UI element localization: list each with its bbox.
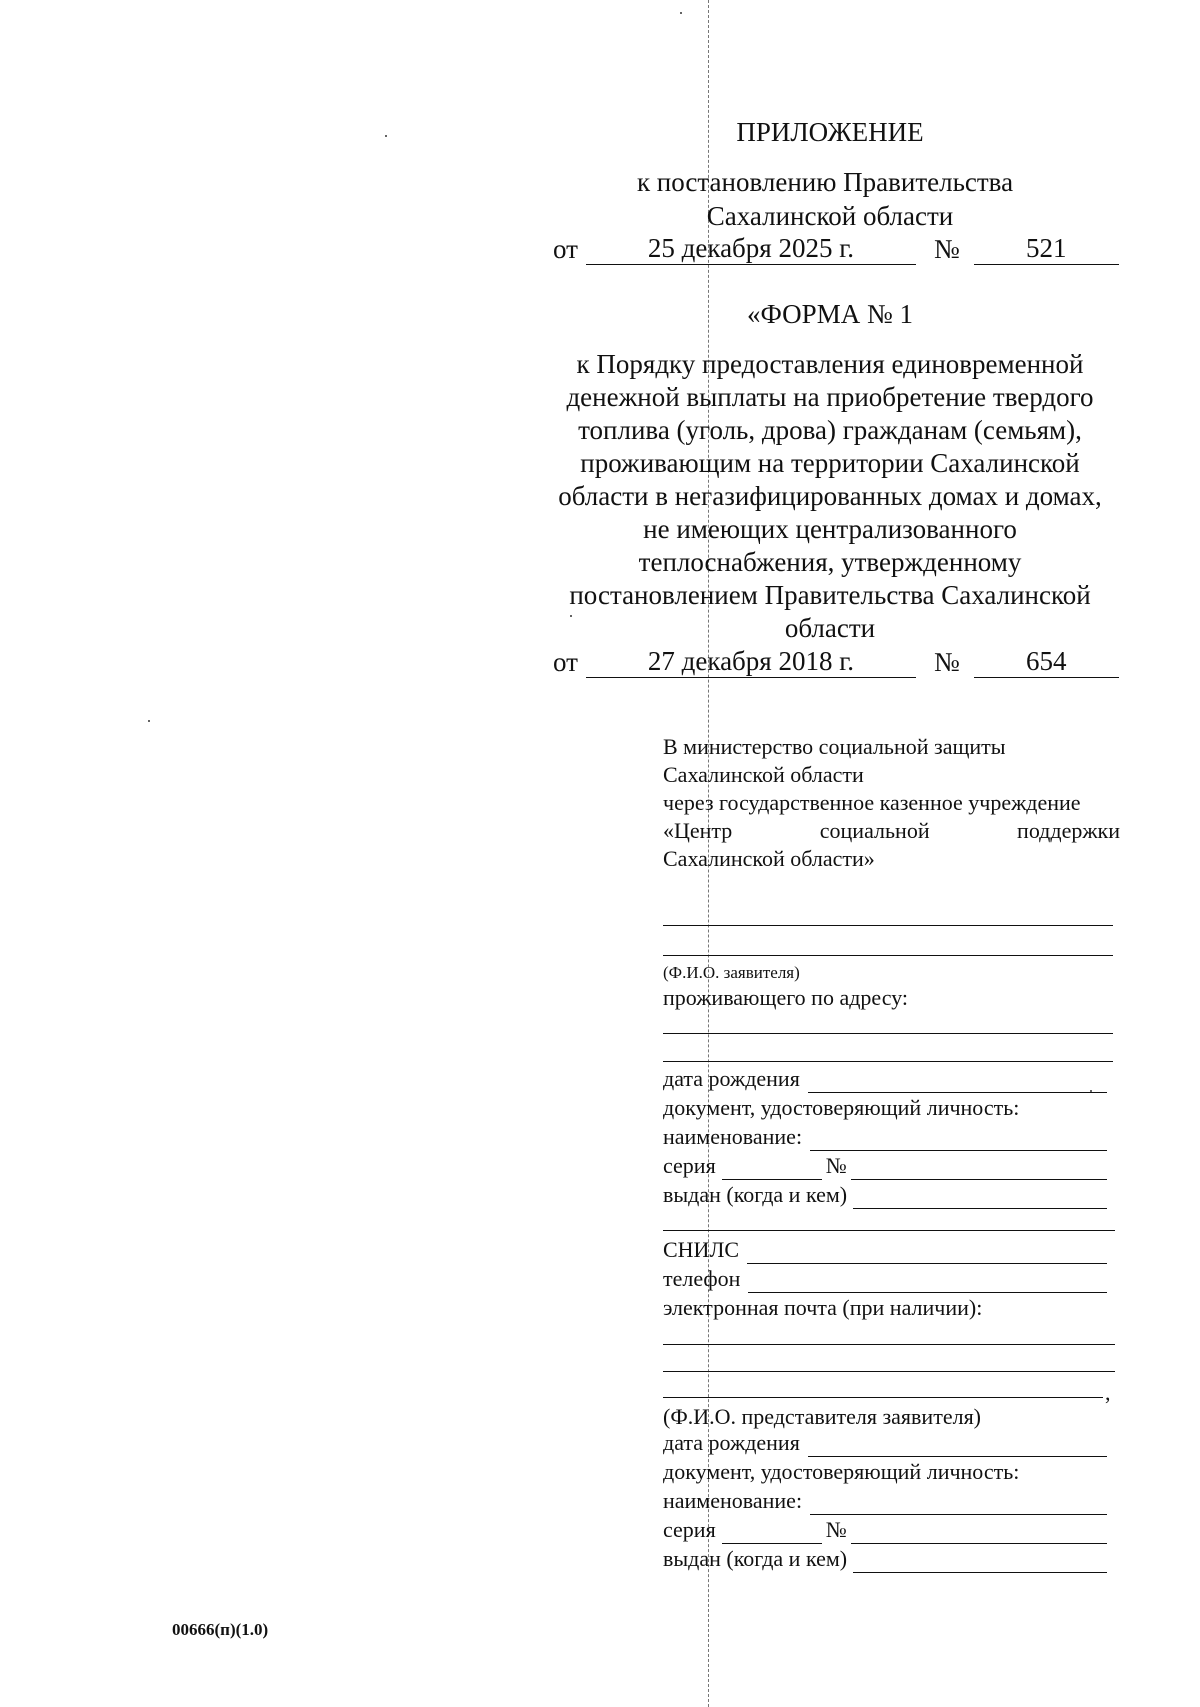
series-field[interactable] bbox=[722, 1159, 822, 1180]
scan-speck bbox=[385, 135, 387, 137]
rep-issued-field[interactable] bbox=[853, 1552, 1107, 1573]
order-date-row bbox=[553, 645, 1119, 678]
rep-doc-name-row bbox=[663, 1487, 1120, 1515]
rep-birth-date-field[interactable] bbox=[808, 1436, 1107, 1457]
address-field[interactable] bbox=[663, 1061, 1113, 1062]
date-prefix: от bbox=[553, 234, 578, 264]
birth-date-label: дата рождения bbox=[663, 1430, 800, 1455]
resolution-date: 25 декабря 2025 г. bbox=[586, 232, 916, 265]
addressee-line-5: Сахалинской области» bbox=[663, 846, 875, 871]
order-line-6: не имеющих централизованного bbox=[643, 514, 1017, 544]
applicant-fio-caption: (Ф.И.О. заявителя) bbox=[663, 963, 800, 982]
email-field[interactable] bbox=[663, 1371, 1115, 1372]
number-sign: № bbox=[825, 1153, 847, 1178]
representative-fio-field[interactable] bbox=[663, 1397, 1103, 1398]
doc-name-label: наименование: bbox=[663, 1488, 803, 1513]
issued-row bbox=[663, 1181, 1120, 1209]
resolution-date-row bbox=[553, 232, 1119, 265]
number-sign: № bbox=[933, 234, 960, 264]
rep-doc-name-field[interactable] bbox=[810, 1494, 1107, 1515]
order-date: 27 декабря 2018 г. bbox=[586, 645, 916, 678]
doc-name-label: наименование: bbox=[663, 1124, 803, 1149]
representative-fio-caption: (Ф.И.О. представителя заявителя) bbox=[663, 1404, 982, 1429]
phone-field[interactable] bbox=[748, 1272, 1107, 1293]
addressee-word: социальной bbox=[819, 818, 930, 843]
appendix-title: ПРИЛОЖЕНИЕ bbox=[736, 117, 924, 147]
document-code: 00666(п)(1.0) bbox=[172, 1620, 269, 1639]
applicant-fio-field[interactable] bbox=[663, 925, 1113, 926]
doc-number-field[interactable] bbox=[851, 1159, 1107, 1180]
email-label: электронная почта (при наличии): bbox=[663, 1295, 983, 1320]
resolution-line-1: к постановлению Правительства bbox=[636, 167, 1014, 197]
rep-doc-number-field[interactable] bbox=[851, 1523, 1107, 1544]
birth-date-label: дата рождения bbox=[663, 1066, 800, 1091]
number-sign: № bbox=[825, 1517, 847, 1542]
applicant-fio-field[interactable] bbox=[663, 955, 1113, 956]
issued-label: выдан (когда и кем) bbox=[663, 1182, 848, 1207]
resolution-line-2: Сахалинской области bbox=[706, 201, 954, 231]
address-label: проживающего по адресу: bbox=[663, 985, 909, 1010]
email-field[interactable] bbox=[663, 1344, 1115, 1345]
form-title: «ФОРМА № 1 bbox=[747, 299, 913, 329]
number-sign: № bbox=[933, 647, 960, 677]
series-label: серия bbox=[663, 1517, 716, 1542]
series-label: серия bbox=[663, 1153, 716, 1178]
scan-speck bbox=[148, 720, 150, 722]
addressee-line-3: через государственное казенное учреждение bbox=[663, 790, 1081, 815]
order-line-5: области в негазифицированных домах и домах, bbox=[558, 481, 1102, 511]
order-line-3: топлива (уголь, дрова) гражданам (семьям), bbox=[578, 415, 1082, 445]
order-line-8: постановлением Правительства Сахалинской bbox=[569, 580, 1091, 610]
order-line-9: области bbox=[784, 613, 876, 643]
rep-birth-date-row bbox=[663, 1429, 1120, 1457]
application-form bbox=[663, 733, 1120, 1593]
doc-name-row bbox=[663, 1123, 1120, 1151]
rep-issued-row bbox=[663, 1545, 1120, 1573]
issued-field[interactable] bbox=[853, 1188, 1107, 1209]
rep-series-row bbox=[663, 1516, 1120, 1544]
resolution-number: 521 bbox=[974, 232, 1119, 265]
addressee-word: поддержки bbox=[1017, 818, 1120, 843]
phone-label: телефон bbox=[663, 1266, 741, 1291]
addressee-word: «Центр bbox=[663, 818, 733, 843]
address-field[interactable] bbox=[663, 1033, 1113, 1034]
phone-row bbox=[663, 1265, 1120, 1293]
doc-name-field[interactable] bbox=[810, 1130, 1107, 1151]
series-row bbox=[663, 1152, 1120, 1180]
snils-field[interactable] bbox=[747, 1243, 1107, 1264]
order-number: 654 bbox=[974, 645, 1119, 678]
order-line-1: к Порядку предоставления единовременной bbox=[576, 349, 1084, 379]
addressee-line-1: В министерство социальной защиты bbox=[663, 734, 1006, 759]
date-prefix: от bbox=[553, 647, 578, 677]
addressee-line-4 bbox=[663, 817, 1120, 845]
snils-row bbox=[663, 1236, 1120, 1264]
order-line-2: денежной выплаты на приобретение твердого bbox=[566, 382, 1094, 412]
birth-date-field[interactable] bbox=[808, 1072, 1107, 1093]
snils-label: СНИЛС bbox=[663, 1237, 740, 1262]
order-line-4: проживающим на территории Сахалинской bbox=[580, 448, 1080, 478]
birth-date-row bbox=[663, 1065, 1120, 1093]
scan-speck bbox=[680, 12, 682, 14]
comma-mark: , bbox=[1105, 1380, 1111, 1405]
rep-id-document-label: документ, удостоверяющий личность: bbox=[663, 1459, 1020, 1484]
addressee-line-2: Сахалинской области bbox=[663, 762, 864, 787]
rep-series-field[interactable] bbox=[722, 1523, 822, 1544]
issued-field-continued[interactable] bbox=[663, 1230, 1115, 1231]
order-line-7: теплоснабжения, утвержденному bbox=[638, 547, 1022, 577]
id-document-label: документ, удостоверяющий личность: bbox=[663, 1095, 1020, 1120]
issued-label: выдан (когда и кем) bbox=[663, 1546, 848, 1571]
